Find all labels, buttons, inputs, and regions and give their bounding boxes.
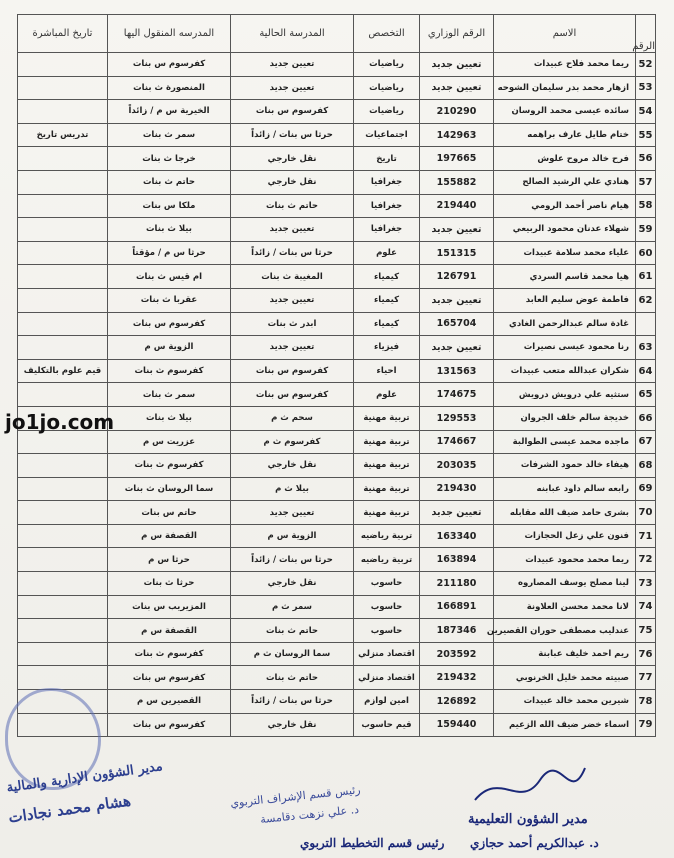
row-specialty: رياضيات (354, 100, 420, 124)
row-start-date (18, 147, 108, 171)
row-transferred-to: كفرسوم س بنات (108, 53, 231, 77)
row-start-date (18, 194, 108, 218)
row-start-date (18, 572, 108, 596)
row-ministry-no: 126892 (420, 690, 494, 714)
table-row (18, 147, 656, 171)
row-num: 71 (636, 524, 656, 548)
row-start-date (18, 383, 108, 407)
row-current-school: سحم ث م (231, 406, 354, 430)
row-specialty: تربية مهنية (354, 454, 420, 478)
row-ministry-no: 203035 (420, 454, 494, 478)
row-name: بشرى حامد ضيف الله مقابله (494, 501, 636, 525)
table-row (18, 288, 656, 312)
row-specialty: تربية رياضيه (354, 524, 420, 548)
row-current-school: ابدر ث بنات (231, 312, 354, 336)
row-ministry-no: 174667 (420, 430, 494, 454)
row-current-school: سما الروسان ث م (231, 642, 354, 666)
row-num: 76 (636, 642, 656, 666)
row-ministry-no: 219430 (420, 477, 494, 501)
row-num (636, 312, 656, 336)
row-ministry-no: تعيين جديد (420, 336, 494, 360)
table-row (18, 336, 656, 360)
row-ministry-no: تعيين جديد (420, 501, 494, 525)
row-current-school: كفرسوم س بنات (231, 359, 354, 383)
table-row (18, 572, 656, 596)
row-name: هيام ناصر أحمد الرومي (494, 194, 636, 218)
row-specialty: اقتصاد منزلي (354, 666, 420, 690)
row-name: ماجده محمد عيسى الطوالبة (494, 430, 636, 454)
row-ministry-no: 126791 (420, 265, 494, 289)
admin-director-title: مدير الشؤون الإدارية والمالية (5, 759, 164, 796)
row-transferred-to: ملكا س بنات (108, 194, 231, 218)
row-num: 67 (636, 430, 656, 454)
education-director-name: د. عبدالكريم أحمد حجازي (470, 836, 599, 850)
row-ministry-no: 187346 (420, 619, 494, 643)
row-transferred-to: عقربا ث بنات (108, 288, 231, 312)
row-transferred-to: كفرسوم س بنات (108, 713, 231, 737)
row-current-school: تعيين جديد (231, 218, 354, 242)
row-transferred-to: القصفة س م (108, 524, 231, 548)
row-transferred-to: كفرسوم ث بنات (108, 454, 231, 478)
table-row (18, 383, 656, 407)
row-num: 59 (636, 218, 656, 242)
row-name: ريم احمد خليف عبابنة (494, 642, 636, 666)
row-ministry-no: 129553 (420, 406, 494, 430)
row-num: 79 (636, 713, 656, 737)
row-name: ازهار محمد بدر سليمان الشوحه (494, 76, 636, 100)
row-ministry-no: 159440 (420, 713, 494, 737)
row-specialty: جغرافيا (354, 170, 420, 194)
row-start-date (18, 241, 108, 265)
row-specialty: تربية مهنية (354, 477, 420, 501)
row-name: خديجة سالم خلف الجروان (494, 406, 636, 430)
row-specialty: رياضيات (354, 53, 420, 77)
table-row (18, 642, 656, 666)
row-ministry-no: 211180 (420, 572, 494, 596)
row-transferred-to: كفرسوم س بنات (108, 666, 231, 690)
row-current-school: حرثا س بنات / زائداً (231, 548, 354, 572)
table-row (18, 713, 656, 737)
row-transferred-to: حاتم ث بنات (108, 170, 231, 194)
row-name: رنا محمود عيسى نصيرات (494, 336, 636, 360)
row-current-school: كفرسوم ث م (231, 430, 354, 454)
row-transferred-to: حرثا س م (108, 548, 231, 572)
row-start-date (18, 524, 108, 548)
row-transferred-to: المنصورة ث بنات (108, 76, 231, 100)
education-director-title: مدير الشؤون التعليمية (468, 812, 588, 827)
row-name: شكران عبدالله متعب عبيدات (494, 359, 636, 383)
row-num: 70 (636, 501, 656, 525)
row-start-date (18, 76, 108, 100)
row-specialty: حاسوب (354, 572, 420, 596)
planning-head-title: رئيس قسم التخطيط التربوي (300, 836, 445, 850)
row-current-school: نقل خارجي (231, 713, 354, 737)
row-name: لينا مصلح يوسف المصاروه (494, 572, 636, 596)
transfers-table (17, 14, 656, 737)
row-name: شيرين محمد خالد عبيدات (494, 690, 636, 714)
row-current-school: المغيبة ث بنات (231, 265, 354, 289)
row-specialty: اقتصاد منزلي (354, 642, 420, 666)
header-transferred-to: المدرسه المنقول اليها (108, 15, 231, 53)
table-row (18, 312, 656, 336)
row-ministry-no: تعيين جديد (420, 76, 494, 100)
table-row (18, 548, 656, 572)
row-name: هنادي علي الرشيد الصالح (494, 170, 636, 194)
watermark: jo1jo.com (5, 410, 115, 434)
header-name: الاسم (494, 15, 636, 53)
row-specialty: علوم (354, 241, 420, 265)
row-ministry-no: 197665 (420, 147, 494, 171)
row-ministry-no: تعيين جديد (420, 53, 494, 77)
row-name: غادة سالم عبدالرحمن الغادي (494, 312, 636, 336)
row-specialty: احياء (354, 359, 420, 383)
supervision-head-title: رئيس قسم الإشراف التربوي (229, 783, 362, 810)
row-current-school: حرثا س بنات / زائداً (231, 690, 354, 714)
row-current-school: سمر ث م (231, 595, 354, 619)
row-num: 72 (636, 548, 656, 572)
row-start-date (18, 288, 108, 312)
row-start-date (18, 666, 108, 690)
header-current-school: المدرسة الحالية (231, 15, 354, 53)
row-transferred-to: حرثا ث بنات (108, 572, 231, 596)
row-ministry-no: 151315 (420, 241, 494, 265)
row-current-school: نقل خارجي (231, 170, 354, 194)
row-name: شهلاء عدنان محمود الربيعي (494, 218, 636, 242)
row-current-school: كفرسوم س بنات (231, 383, 354, 407)
row-current-school: نقل خارجي (231, 572, 354, 596)
row-current-school: نقل خارجي (231, 147, 354, 171)
row-num: 60 (636, 241, 656, 265)
row-name: فاطمة عوض سليم العابد (494, 288, 636, 312)
row-start-date (18, 548, 108, 572)
row-start-date (18, 642, 108, 666)
row-ministry-no: 163894 (420, 548, 494, 572)
row-start-date (18, 477, 108, 501)
row-transferred-to: عزريت س م (108, 430, 231, 454)
row-transferred-to: حرثا س م / مؤقتاً (108, 241, 231, 265)
row-num: 63 (636, 336, 656, 360)
row-transferred-to: سمر ث بنات (108, 383, 231, 407)
row-current-school: تعيين جديد (231, 336, 354, 360)
row-start-date: قيم علوم بالتكليف (18, 359, 108, 383)
row-current-school: الزوية س م (231, 524, 354, 548)
row-num: 56 (636, 147, 656, 171)
row-transferred-to: كفرسوم ث بنات (108, 642, 231, 666)
row-transferred-to: بيلا ث بنات (108, 218, 231, 242)
table-row (18, 595, 656, 619)
row-num: 54 (636, 100, 656, 124)
row-ministry-no: 165704 (420, 312, 494, 336)
row-name: رابعه سالم داود عبابنه (494, 477, 636, 501)
row-current-school: حاتم ث بنات (231, 194, 354, 218)
row-name: علياء محمد سلامة عبيدات (494, 241, 636, 265)
row-num: 75 (636, 619, 656, 643)
row-ministry-no: 219440 (420, 194, 494, 218)
row-name: ريما محمد محمود عبيدات (494, 548, 636, 572)
row-name: ختام طايل عارف براهمه (494, 123, 636, 147)
row-specialty: قيم حاسوب (354, 713, 420, 737)
row-ministry-no: 210290 (420, 100, 494, 124)
table-row (18, 454, 656, 478)
row-name: سائده عيسى محمد الروسان (494, 100, 636, 124)
row-current-school: حرثا س بنات / زائداً (231, 123, 354, 147)
row-num: 69 (636, 477, 656, 501)
row-specialty: تربية مهنية (354, 406, 420, 430)
row-ministry-no: 203592 (420, 642, 494, 666)
table-row (18, 265, 656, 289)
header-start-date: تاريخ المباشرة (18, 15, 108, 53)
row-current-school: حاتم ث بنات (231, 619, 354, 643)
row-num: 73 (636, 572, 656, 596)
row-specialty: حاسوب (354, 619, 420, 643)
row-transferred-to: حاتم س بنات (108, 501, 231, 525)
row-num: 57 (636, 170, 656, 194)
table-row (18, 170, 656, 194)
row-name: لانا محمد محسن العلاونة (494, 595, 636, 619)
table-row (18, 76, 656, 100)
row-current-school: بيلا ث م (231, 477, 354, 501)
row-name: عندليب مصطفى حوران القصيرين (494, 619, 636, 643)
row-ministry-no: تعيين جديد (420, 218, 494, 242)
row-specialty: تربية مهنية (354, 430, 420, 454)
row-transferred-to: كفرسوم س بنات (108, 312, 231, 336)
supervision-head-name: د. علي نزهت دقامسة (259, 802, 360, 827)
row-start-date (18, 218, 108, 242)
row-specialty: امين لوازم (354, 690, 420, 714)
row-num: 53 (636, 76, 656, 100)
row-current-school: نقل خارجي (231, 454, 354, 478)
row-ministry-no: تعيين جديد (420, 288, 494, 312)
row-specialty: تربية رياضيه (354, 548, 420, 572)
row-name: هيفاء خالد حمود الشرفات (494, 454, 636, 478)
table-row (18, 666, 656, 690)
row-specialty: حاسوب (354, 595, 420, 619)
row-start-date (18, 454, 108, 478)
row-ministry-no: 174675 (420, 383, 494, 407)
row-specialty: علوم (354, 383, 420, 407)
row-transferred-to: المزيريب س بنات (108, 595, 231, 619)
row-transferred-to: الخيرية س م / زائداً (108, 100, 231, 124)
row-start-date (18, 100, 108, 124)
row-name: فنون علي زعل الحجازات (494, 524, 636, 548)
table-row (18, 524, 656, 548)
row-specialty: كيمياء (354, 312, 420, 336)
row-specialty: جغرافيا (354, 194, 420, 218)
table-row (18, 359, 656, 383)
table-row (18, 501, 656, 525)
row-transferred-to: ام قيس ث بنات (108, 265, 231, 289)
row-ministry-no: 155882 (420, 170, 494, 194)
row-transferred-to: بيلا ث بنات (108, 406, 231, 430)
table-row (18, 241, 656, 265)
row-ministry-no: 163340 (420, 524, 494, 548)
row-start-date (18, 312, 108, 336)
header-num: الرقم (636, 15, 656, 53)
row-specialty: تربية مهنية (354, 501, 420, 525)
row-transferred-to: سمر ث بنات (108, 123, 231, 147)
row-start-date (18, 595, 108, 619)
row-transferred-to: خرجا ث بنات (108, 147, 231, 171)
row-name: فرح خالد مروح علوش (494, 147, 636, 171)
row-specialty: رياضيات (354, 76, 420, 100)
row-ministry-no: 166891 (420, 595, 494, 619)
row-current-school: حرثا س بنات / زائداً (231, 241, 354, 265)
row-current-school: تعيين جديد (231, 76, 354, 100)
row-name: هيا محمد قاسم السردي (494, 265, 636, 289)
row-specialty: تاريخ (354, 147, 420, 171)
header-ministry-no: الرقم الوزاري (420, 15, 494, 53)
row-start-date (18, 53, 108, 77)
row-current-school: تعيين جديد (231, 53, 354, 77)
row-transferred-to: القصفة س م (108, 619, 231, 643)
row-ministry-no: 219432 (420, 666, 494, 690)
row-num: 64 (636, 359, 656, 383)
table-row (18, 690, 656, 714)
row-transferred-to: الزوية س م (108, 336, 231, 360)
row-specialty: اجتماعيات (354, 123, 420, 147)
table-row (18, 619, 656, 643)
row-num: 66 (636, 406, 656, 430)
row-transferred-to: سما الروسان ث بنات (108, 477, 231, 501)
row-num: 65 (636, 383, 656, 407)
row-num: 62 (636, 288, 656, 312)
row-name: صبيته محمد خليل الخرنوبي (494, 666, 636, 690)
table-row (18, 100, 656, 124)
row-num: 52 (636, 53, 656, 77)
signature-scribble (470, 760, 590, 820)
row-current-school: تعيين جديد (231, 501, 354, 525)
row-ministry-no: 131563 (420, 359, 494, 383)
table-row (18, 53, 656, 77)
row-transferred-to: القصيرين س م (108, 690, 231, 714)
row-specialty: فيزياء (354, 336, 420, 360)
row-num: 78 (636, 690, 656, 714)
admin-director-name: هشام محمد نجادات (7, 791, 132, 827)
row-transferred-to: كفرسوم ث بنات (108, 359, 231, 383)
row-specialty: كيمياء (354, 265, 420, 289)
row-num: 58 (636, 194, 656, 218)
table-row (18, 123, 656, 147)
table-row (18, 194, 656, 218)
row-start-date (18, 265, 108, 289)
table-row (18, 477, 656, 501)
row-num: 55 (636, 123, 656, 147)
row-num: 74 (636, 595, 656, 619)
row-start-date (18, 170, 108, 194)
table-header-row (18, 15, 656, 53)
row-num: 77 (636, 666, 656, 690)
row-current-school: كفرسوم س بنات (231, 100, 354, 124)
row-ministry-no: 142963 (420, 123, 494, 147)
row-start-date (18, 619, 108, 643)
row-start-date (18, 336, 108, 360)
row-name: ريما محمد فلاح عبيدات (494, 53, 636, 77)
table-row (18, 218, 656, 242)
row-specialty: كيمياء (354, 288, 420, 312)
row-start-date: تدريس تاريخ (18, 123, 108, 147)
row-current-school: تعيين جديد (231, 288, 354, 312)
row-start-date (18, 501, 108, 525)
row-current-school: حاتم ث بنات (231, 666, 354, 690)
row-num: 61 (636, 265, 656, 289)
row-name: ستثيه علي درويش درويش (494, 383, 636, 407)
row-name: اسماء خضر ضيف الله الزعيم (494, 713, 636, 737)
row-specialty: جغرافيا (354, 218, 420, 242)
header-specialty: التخصص (354, 15, 420, 53)
row-num: 68 (636, 454, 656, 478)
